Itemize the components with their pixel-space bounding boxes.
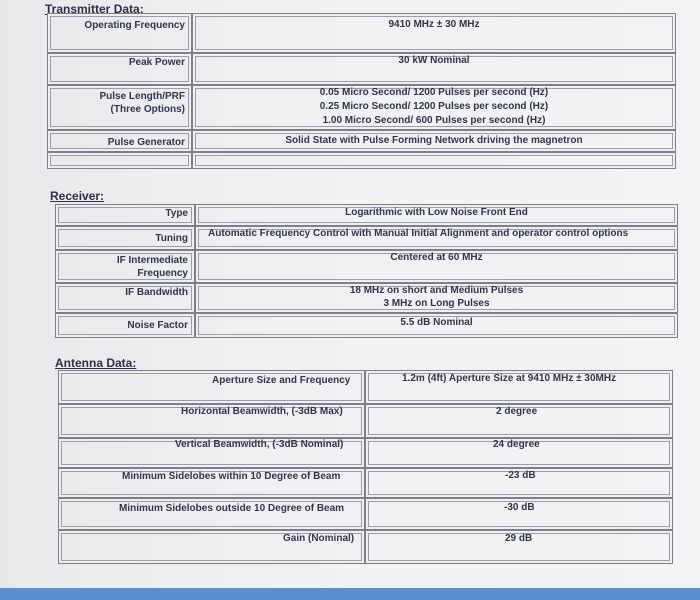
transmitter-value-pulse-length: 0.05 Micro Second/ 1200 Pulses per second (Hz) 0.25 Micro Second/ 1200 Pulses per second (Hz) 1.00 Micro Second/ 600 Pulses per second (Hz) — [192, 85, 676, 130]
transmitter-empty-label — [47, 152, 192, 169]
bottom-bar — [0, 588, 700, 600]
transmitter-heading: Transmitter Data: — [45, 2, 144, 16]
antenna-value-sidelobes-outside: -30 dB — [504, 502, 535, 513]
antenna-label-gain: Gain (Nominal) — [283, 533, 355, 544]
antenna-label-sidelobes-outside: Minimum Sidelobes outside 10 Degree of Beam — [119, 503, 345, 514]
transmitter-label-peak-power: Peak Power — [47, 53, 192, 85]
antenna-value-vertical: 24 degree — [493, 439, 540, 450]
receiver-value-if-frequency: Centered at 60 MHz — [195, 250, 678, 283]
transmitter-empty-value — [192, 152, 676, 169]
receiver-label-if-frequency: IF Intermediate Frequency — [55, 250, 195, 283]
antenna-value-sidelobes-within: -23 dB — [505, 470, 536, 481]
antenna-label-sidelobes-within: Minimum Sidelobes within 10 Degree of Beam — [122, 471, 341, 482]
antenna-label-horizontal: Horizontal Beamwidth, (-3dB Max) — [181, 406, 343, 417]
transmitter-value-peak-power: 30 kW Nominal — [192, 53, 676, 85]
receiver-value-type: Logarithmic with Low Noise Front End — [195, 204, 678, 226]
receiver-label-tuning: Tuning — [55, 226, 195, 250]
transmitter-label-operating-frequency: Operating Frequency — [47, 13, 192, 53]
antenna-value-aperture: 1.2m (4ft) Aperture Size at 9410 MHz ± 30MHz — [402, 373, 617, 384]
transmitter-value-operating-frequency: 9410 MHz ± 30 MHz — [192, 13, 676, 53]
receiver-value-noise-factor: 5.5 dB Nominal — [195, 313, 678, 338]
receiver-label-noise-factor: Noise Factor — [55, 313, 195, 338]
antenna-heading: Antenna Data: — [55, 356, 137, 370]
transmitter-label-pulse-generator: Pulse Generator — [47, 130, 192, 152]
antenna-label-vertical: Vertical Beamwidth, (-3dB Nominal) — [175, 439, 344, 450]
receiver-label-if-bandwidth: IF Bandwidth — [55, 283, 195, 313]
receiver-value-if-bandwidth: 18 MHz on short and Medium Pulses 3 MHz on Long Pulses — [195, 283, 678, 313]
antenna-value-horizontal: 2 degree — [496, 406, 538, 417]
antenna-value-gain: 29 dB — [505, 533, 533, 544]
receiver-value-tuning: Automatic Frequency Control with Manual Initial Alignment and operator control options — [195, 226, 678, 250]
receiver-heading: Receiver: — [50, 189, 105, 203]
transmitter-value-pulse-generator: Solid State with Pulse Forming Network driving the magnetron — [192, 130, 676, 152]
transmitter-label-pulse-length: Pulse Length/PRF (Three Options) — [47, 85, 192, 130]
receiver-label-type: Type — [55, 204, 195, 226]
antenna-label-aperture: Aperture Size and Frequency — [212, 375, 351, 386]
